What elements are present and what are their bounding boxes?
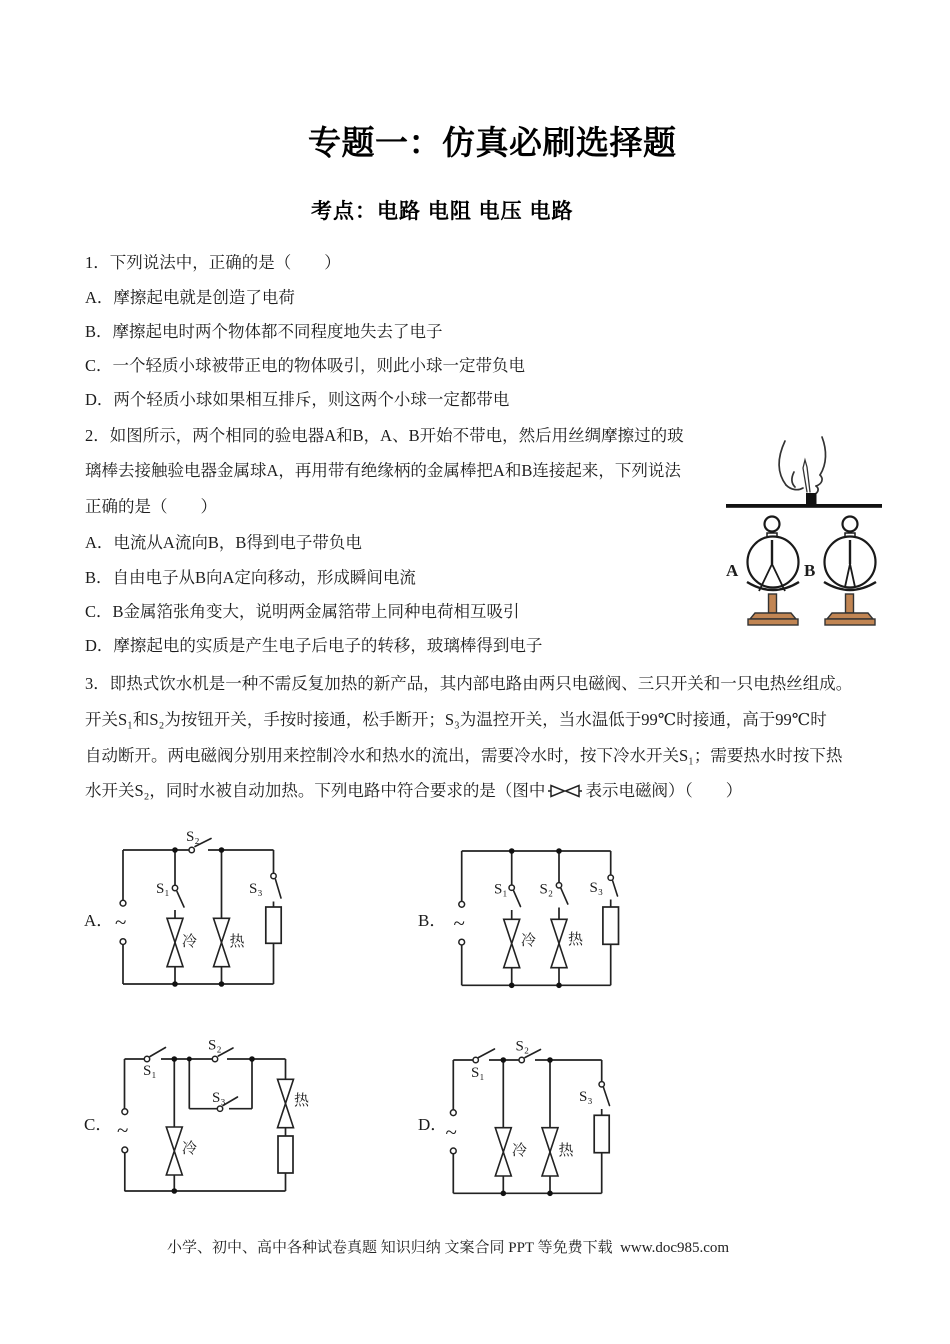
cold-label: 冷 (512, 1143, 528, 1159)
q3-stem-line-1: 3．即热式饮水机是一种不需反复加热的新产品，其内部电路由两只电磁阀、三只开关和一只电热丝组成。 (85, 674, 853, 693)
question2-electroscope-figure (713, 428, 911, 630)
hot-label: 热 (568, 932, 584, 948)
q2-option-b: B．自由电子从B向A定向移动，形成瞬间电流 (85, 568, 416, 587)
cold-label: 冷 (521, 933, 537, 949)
svg-text:~: ~ (445, 1120, 457, 1144)
s1-label: S₁ (156, 881, 170, 897)
s2-label: S₂ (515, 1038, 530, 1055)
hot-valve-icon (551, 919, 567, 967)
switch-s2-icon (556, 883, 568, 904)
q3-line4-post: 表示电磁阀）（ ） (585, 781, 743, 800)
q2-option-c: C．B金属箔张角变大，说明两金属箔带上同种电荷相互吸引 (85, 602, 520, 621)
cold-valve-icon (495, 1128, 511, 1176)
s3-label: S₃ (589, 880, 604, 896)
heater-resistor-icon (278, 1136, 293, 1173)
q3-stem-line-3: 自动断开。两电磁阀分别用来控制冷水和热水的流出，需要冷水时，按下冷水开关S₁；需要热水时按下热 (85, 746, 843, 765)
s2-label: S₂ (539, 881, 554, 898)
cold-valve-icon (167, 918, 183, 966)
hot-label: 热 (294, 1093, 310, 1109)
s3-label: S₃ (249, 881, 263, 897)
s2-label: S₂ (208, 1037, 222, 1054)
q2-option-d: D．摩擦起电的实质是产生电子后电子的转移，玻璃棒得到电子 (85, 636, 543, 655)
ac-source-icon (115, 900, 126, 944)
q2-stem-line-1: 2．如图所示，两个相同的验电器A和B，A、B开始不带电，然后用丝绸摩擦过的玻 (85, 426, 684, 445)
q1-stem: 1．下列说法中，正确的是（ ） (85, 253, 341, 272)
circuit-c-label: C． (84, 1115, 113, 1134)
s1-label: S₁ (143, 1063, 157, 1079)
svg-text:~: ~ (453, 911, 465, 935)
hot-label: 热 (229, 934, 245, 950)
s1-label: S₁ (471, 1065, 485, 1081)
electroscope-a-icon (747, 517, 799, 626)
electroscope-b-label: B (804, 561, 816, 580)
q3-stem-line-2: 开关S₁和S₂为按钮开关，手按时接通，松手断开；S₃为温控开关，当水温低于99℃时接通，高于99℃时 (85, 710, 827, 729)
switch-s1-icon (172, 885, 184, 907)
circuit-c-diagram (115, 1036, 315, 1201)
s2-label: S₂ (186, 829, 200, 845)
circuit-d-diagram (445, 1036, 625, 1201)
hand-icon (779, 437, 825, 495)
hot-valve-icon (278, 1079, 294, 1127)
electroscope-a-label: A (726, 561, 739, 580)
circuit-b-diagram (450, 826, 625, 994)
q1-option-d: D．两个轻质小球如果相互排斥，则这两个小球一定都带电 (85, 390, 510, 409)
heater-resistor-icon (594, 1115, 609, 1152)
s1-label: S₁ (494, 881, 508, 898)
ac-source-icon (117, 1109, 128, 1153)
s3-label: S₃ (579, 1089, 593, 1105)
q1-option-b: B．摩擦起电时两个物体都不同程度地失去了电子 (85, 322, 443, 341)
q3-line4-pre: 水开关S₂，同时水被自动加热。下列电路中符合要求的是（图中 (85, 781, 546, 800)
electroscope-b-icon (824, 517, 876, 626)
q3-stem-line-4 (85, 781, 742, 801)
ac-source-icon (446, 1110, 457, 1154)
q1-option-a: A．摩擦起电就是创造了电荷 (85, 288, 295, 307)
glass-rod-plate (726, 493, 882, 508)
hot-label: 热 (558, 1143, 574, 1159)
svg-text:~: ~ (117, 1118, 129, 1142)
footer-download-note: 小学、初中、高中各种试卷真题 知识归纳 文案合同 PPT 等免费下载 www.doc985.com (167, 1240, 730, 1256)
page-title: 专题一：仿真必刷选择题 (308, 124, 677, 161)
switch-s3-icon (271, 873, 281, 898)
ac-source-icon (454, 901, 465, 945)
hot-valve-icon (542, 1128, 558, 1176)
metal-plate (726, 504, 882, 508)
q2-stem-line-3: 正确的是（ ） (85, 497, 217, 516)
cold-valve-icon (166, 1127, 182, 1175)
switch-s1-icon (509, 885, 521, 907)
hot-valve-icon (214, 918, 230, 966)
switch-s3-icon (599, 1082, 610, 1106)
q2-stem-line-2: 璃棒去接触验电器金属球A，再用带有绝缘柄的金属棒把A和B连接起来，下列说法 (85, 461, 681, 480)
cold-valve-icon (504, 919, 520, 967)
circuit-d-label: D． (418, 1115, 448, 1134)
valve-symbol-icon (547, 783, 583, 799)
circuit-a-diagram (110, 826, 285, 994)
heater-resistor-icon (603, 907, 619, 944)
cold-label: 冷 (182, 1141, 198, 1157)
circuit-b-label: B． (418, 911, 447, 930)
q2-option-a: A．电流从A流向B，B得到电子带负电 (85, 533, 362, 552)
switch-s3-icon (608, 875, 618, 896)
heater-resistor-icon (266, 907, 281, 943)
svg-text:~: ~ (115, 910, 127, 934)
q1-option-c: C．一个轻质小球被带正电的物体吸引，则此小球一定带负电 (85, 356, 526, 375)
cold-label: 冷 (182, 934, 198, 950)
s3-label: S₃ (212, 1090, 226, 1106)
page-subtitle: 考点：电路 电阻 电压 电路 (311, 200, 574, 223)
circuit-a-label: A． (84, 911, 114, 930)
